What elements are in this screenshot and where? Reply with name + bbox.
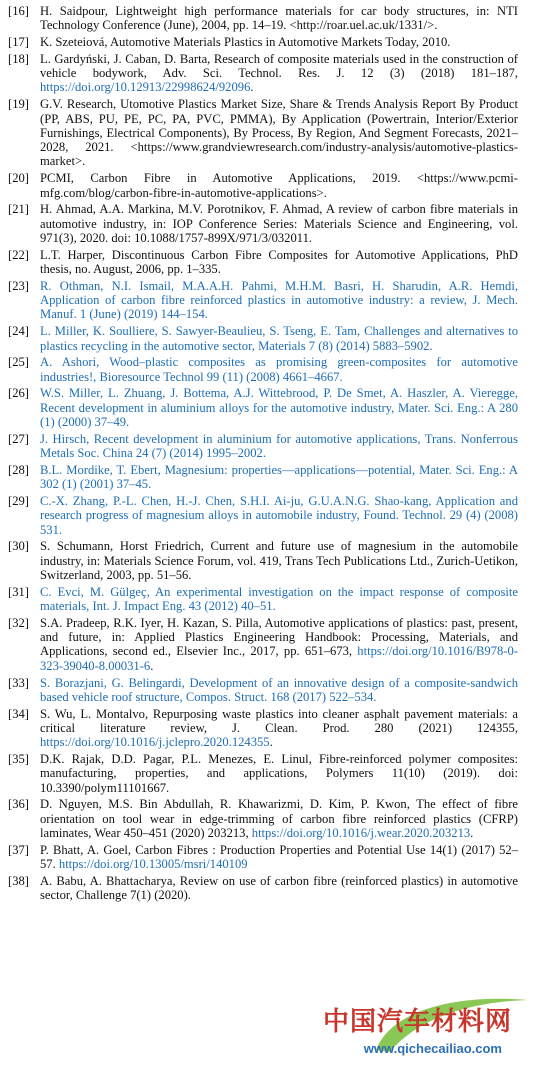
reference-number: [38] (8, 873, 29, 888)
reference-text (40, 248, 518, 277)
reference-link[interactable]: https://doi.org/10.1016/j.jclepro.2020.124355 (40, 735, 270, 750)
reference-item (8, 171, 518, 200)
reference-item (8, 494, 518, 537)
reference-link[interactable]: R. Othman, N.I. Ismail, M.A.A.H. Pahmi, M.H.M. Basri, H. Sharudin, A.R. Hemdi, Application of carbon fibre reinforced plastics in automotive industry: a review, J. Mech. Manuf. 1 (June) (2019) 144–154. (40, 278, 518, 322)
reference-text (40, 432, 518, 461)
reference-text (40, 97, 518, 168)
reference-text (40, 843, 518, 872)
reference-segment: . (269, 735, 273, 750)
reference-link[interactable]: https://doi.org/10.13005/msri/140109 (58, 857, 248, 872)
reference-item (8, 355, 518, 384)
reference-number: [16] (8, 4, 29, 18)
reference-link[interactable]: C.-X. Zhang, P.-L. Chen, H.-J. Chen, S.H.I. Ai-ju, G.U.A.N.G. Shao-kang, Application and research progress of magnesium alloys in automobile industry, Found. Technol. 29 (4) (2008) 531. (40, 494, 518, 537)
reference-number: [23] (8, 278, 29, 293)
watermark-site-name: 中国汽车材料网 (322, 1007, 512, 1037)
reference-number: [26] (8, 386, 29, 401)
reference-number: [29] (8, 494, 29, 508)
reference-segment: K. Szeteiová, Automotive Materials Plastics in Automotive Markets Today, 2010. (40, 35, 451, 50)
reference-item (8, 52, 518, 95)
reference-text (40, 279, 518, 322)
reference-list (8, 4, 518, 905)
reference-number: [24] (8, 324, 29, 339)
reference-segment: H. Ahmad, A.A. Markina, M.V. Porotnikov, F. Ahmad, A review of carbon fibre materials in automotive industry, in: IOP Conference Series: Materials Science and Engineering, vol. 971(3), 2020. doi: 10.1088/1757-899X/971/3/032011. (40, 202, 518, 245)
reference-segment: A. Babu, A. Bhattacharya, Review on use of carbon fibre (reinforced plastics) in automotive sector, Challenge 7(1) (2020). (40, 873, 518, 903)
reference-number: [33] (8, 675, 29, 690)
reference-number: [28] (8, 462, 29, 477)
reference-link[interactable]: https://doi.org/10.1016/B978-0-323-39040-8.00031-6 (40, 644, 518, 673)
reference-segment: . (470, 826, 474, 841)
reference-number: [30] (8, 539, 29, 554)
reference-item (8, 248, 518, 277)
reference-segment: G.V. Research, Utomotive Plastics Market Size, Share & Trends Analysis Report By Product (PP, ABS, PU, PE, PC, PA, PVC, PMMA), By Application (Powertrain, Interior/Exterior Furnishings, Electrical Components), By Process, By Region, And Segment Forecasts, 2021–2028, 2021. <https://www.grandviewresearch.com/industry-analysis/automotive-plastics-market>. (40, 97, 518, 169)
reference-text (40, 324, 518, 353)
reference-link[interactable]: W.S. Miller, L. Zhuang, J. Bottema, A.J. Wittebrood, P. De Smet, A. Haszler, A. Vieregge, Recent development in aluminium alloys for the automotive industry, Mater. Sci. Eng.: A 280 (1) (2000) 37–49. (40, 386, 518, 430)
reference-text (40, 676, 518, 705)
reference-number: [36] (8, 797, 29, 812)
reference-link[interactable]: J. Hirsch, Recent development in aluminium for automotive applications, Trans. Nonferrous Metals Soc. China 24 (7) (2014) 1995–2002. (40, 431, 518, 461)
reference-link[interactable]: B.L. Mordike, T. Ebert, Magnesium: properties—applications—potential, Mater. Sci. Eng.: A 302 (1) (2001) 37–45. (40, 462, 518, 492)
reference-item (8, 616, 518, 673)
reference-item (8, 202, 518, 245)
reference-item (8, 843, 518, 872)
reference-text (40, 463, 518, 492)
reference-text (40, 616, 518, 673)
reference-item (8, 874, 518, 903)
reference-text (40, 171, 518, 200)
reference-text (40, 35, 518, 49)
reference-number: [18] (8, 51, 29, 66)
reference-text (40, 355, 518, 384)
reference-text (40, 202, 518, 245)
reference-number: [25] (8, 355, 29, 370)
reference-text (40, 707, 518, 750)
reference-segment: L.T. Harper, Discontinuous Carbon Fibre Composites for Automotive Applications, PhD thesis, no. August, 2006, pp. 1–335. (40, 247, 518, 277)
reference-number: [35] (8, 752, 29, 767)
reference-text (40, 4, 518, 33)
reference-segment: PCMI, Carbon Fibre in Automotive Applications, 2019. <https://www.pcmi-mfg.com/blog/carbon-fibre-in-automotive-applications>. (40, 171, 518, 200)
reference-text (40, 752, 518, 795)
reference-number: [19] (8, 97, 29, 112)
reference-segment: H. Saidpour, Lightweight high performance materials for car body structures, in: NTI Technology Conference (June), 2004, pp. 14–19. <http://roar.uel.ac.uk/1331/>. (40, 4, 518, 33)
reference-text (40, 874, 518, 903)
reference-item (8, 279, 518, 322)
reference-item (8, 676, 518, 705)
reference-segment: . (250, 80, 254, 95)
reference-item (8, 463, 518, 492)
reference-segment: S.A. Pradeep, R.K. Iyer, H. Kazan, S. Pilla, Automotive applications of plastics: past, present, and future, in: Applied Plastics Engineering Handbook: Processing, Materials, and Applications, second ed., Elsevier Inc., 2017, pp. 651–673, (40, 615, 518, 659)
reference-link[interactable]: L. Miller, K. Soulliere, S. Sawyer-Beaulieu, S. Tseng, E. Tam, Challenges and alternatives to plastics recycling in the automotive sector, Materials 7 (8) (2014) 5883–5902. (40, 324, 518, 353)
reference-text (40, 539, 518, 582)
reference-number: [22] (8, 247, 29, 262)
reference-text (40, 386, 518, 429)
reference-item (8, 4, 518, 33)
reference-segment: . (150, 658, 154, 673)
reference-segment: S. Schumann, Horst Friedrich, Current and future use of magnesium in the automobile industry, in: Materials Science Forum, vol. 419, Trans Tech Publications Ltd., Zurich-Uetikon, Switzerland, 2003, pp. 51–56. (40, 539, 518, 582)
reference-link[interactable]: S. Borazjani, G. Belingardi, Development of an innovative design of a composite-sandwich based vehicle roof structure, Compos. Struct. 168 (2017) 522–534. (40, 675, 518, 704)
reference-number: [34] (8, 706, 29, 721)
reference-text (40, 494, 518, 537)
watermark-url: www.qichecailiao.com (363, 1041, 502, 1056)
reference-item (8, 752, 518, 795)
reference-item (8, 35, 518, 49)
reference-item (8, 324, 518, 353)
reference-text (40, 52, 518, 95)
reference-link[interactable]: C. Evci, M. Gülgeç, An experimental investigation on the impact response of composite materials, Int. J. Impact Eng. 43 (2012) 40–51. (40, 584, 518, 614)
reference-text (40, 797, 518, 840)
reference-number: [21] (8, 202, 29, 217)
reference-segment: D.K. Rajak, D.D. Pagar, P.L. Menezes, E. Linul, Fibre-reinforced polymer composites: manufacturing, properties, and applications, Polymers 11(10) (2019). doi: 10.3390/polym11101667. (40, 752, 518, 795)
reference-link[interactable]: https://doi.org/10.12913/22998624/92096 (40, 80, 251, 95)
reference-text (40, 585, 518, 614)
reference-number: [20] (8, 171, 29, 186)
reference-item (8, 432, 518, 461)
reference-segment: P. Bhatt, A. Goel, Carbon Fibres : Production Properties and Potential Use 14(1) (2017) 52–57. (40, 842, 518, 872)
reference-segment: D. Nguyen, M.S. Bin Abdullah, R. Khawarizmi, D. Kim, P. Kwon, The effect of fibre orientation on tool wear in edge-trimming of carbon fibre reinforced plastics (CFRP) laminates, Wear 450–451 (2020) 203213, (40, 797, 518, 841)
reference-number: [17] (8, 35, 29, 50)
reference-item (8, 97, 518, 168)
reference-item (8, 386, 518, 429)
reference-item (8, 539, 518, 582)
reference-number: [27] (8, 431, 29, 446)
reference-item (8, 585, 518, 614)
reference-number: [32] (8, 615, 29, 630)
reference-link[interactable]: A. Ashori, Wood–plastic composites as promising green-composites for automotive industries!, Bioresource Technol 99 (11) (2008) 4661–4667. (40, 355, 518, 384)
reference-item (8, 797, 518, 840)
reference-number: [37] (8, 842, 29, 857)
reference-item (8, 707, 518, 750)
reference-number: [31] (8, 584, 29, 599)
reference-segment: L. Gardyński, J. Caban, D. Barta, Research of composite materials used in the construction of vehicle bodywork, Adv. Sci. Technol. Res. J. 12 (3) (2018) 181–187, (40, 51, 518, 81)
reference-link[interactable]: https://doi.org/10.1016/j.wear.2020.203213 (251, 826, 471, 841)
watermark-logo (306, 980, 536, 1066)
reference-segment: S. Wu, L. Montalvo, Repurposing waste plastics into cleaner asphalt pavement materials: a critical literature review, J. Clean. Prod. 280 (2021) 124355, (40, 706, 518, 735)
